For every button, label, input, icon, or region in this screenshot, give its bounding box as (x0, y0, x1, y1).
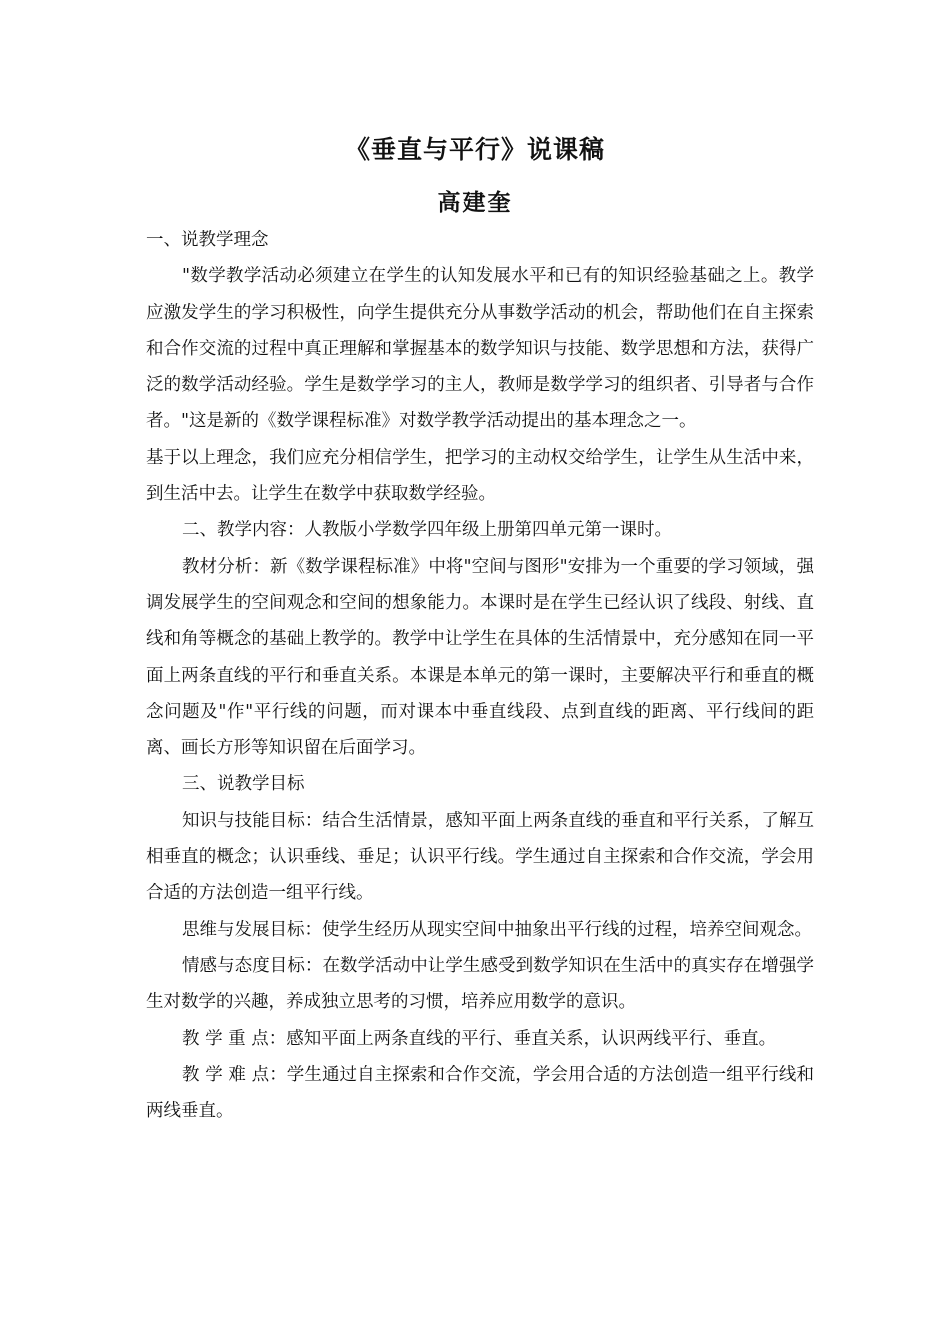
paragraph-textbook-analysis: 教材分析：新《数学课程标准》中将"空间与图形"安排为一个重要的学习领域，强调发展学生的空间观念和空间的想象能力。本课时是在学生已经认识了线段、射线、直线和角等概念的基础上教学的。教学中让学生在具体的生活情景中，充分感知在同一平面上两条直线的平行和垂直关系。本课是本单元的第一课时，主要解决平行和垂直的概念问题及"作"平行线的问题，而对课本中垂直线段、点到直线的距离、平行线间的距离、画长方形等知识留在后面学习。 (146, 556, 814, 759)
document-body (146, 222, 814, 1129)
paragraph-thinking-goal: 思维与发展目标：使学生经历从现实空间中抽象出平行线的过程，培养空间观念。 (182, 919, 812, 940)
paragraph-section-3-heading: 三、说教学目标 (182, 774, 305, 795)
document-author: 高建奎 (437, 189, 513, 216)
paragraph-emotion-goal: 情感与态度目标：在数学活动中让学生感受到数学知识在生活中的真实存在增强学生对数学的兴趣，养成独立思考的习惯，培养应用数学的意识。 (146, 955, 814, 1013)
paragraph-difficult-points: 教 学 难 点：学生通过自主探索和合作交流，学会用合适的方法创造一组平行线和两线垂直。 (146, 1064, 814, 1122)
paragraph-key-points: 教 学 重 点：感知平面上两条直线的平行、垂直关系，认识两线平行、垂直。 (182, 1028, 777, 1049)
paragraph-based-on-philosophy: 基于以上理念，我们应充分相信学生，把学习的主动权交给学生，让学生从生活中来，到生活中去。让学生在数学中获取数学经验。 (146, 447, 814, 505)
paragraph-teaching-philosophy: "数学教学活动必须建立在学生的认知发展水平和已有的知识经验基础之上。教学应激发学生的学习积极性，向学生提供充分从事数学活动的机会，帮助他们在自主探索和合作交流的过程中真正理解和掌握基本的数学知识与技能、数学思想和方法，获得广泛的数学活动经验。学生是数学学习的主人，教师是数学学习的组织者、引导者与合作者。"这是新的《数学课程标准》对数学教学活动提出的基本理念之一。 (146, 266, 814, 432)
document-title: 《垂直与平行》说课稿 (344, 135, 605, 164)
paragraph-knowledge-goal: 知识与技能目标：结合生活情景，感知平面上两条直线的垂直和平行关系，了解互相垂直的概念；认识垂线、垂足；认识平行线。学生通过自主探索和合作交流，学会用合适的方法创造一组平行线。 (146, 810, 814, 904)
paragraph-section-1-heading: 一、说教学理念 (146, 230, 269, 250)
paragraph-section-2-content: 二、教学内容：人教版小学数学四年级上册第四单元第一课时。 (182, 520, 672, 541)
